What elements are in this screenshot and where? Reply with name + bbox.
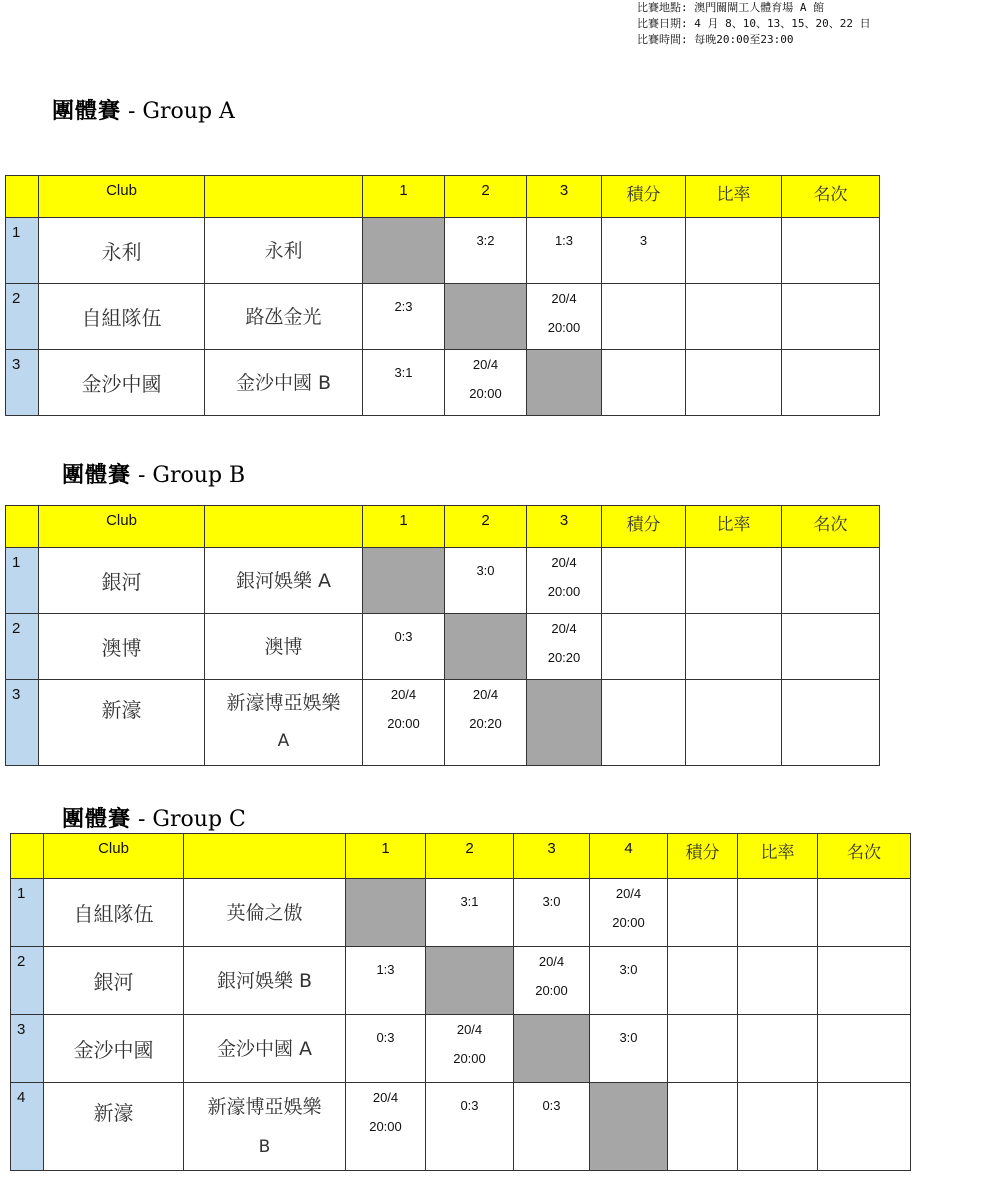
header-ratio: 比率 [686,506,782,548]
header-club: Club [39,176,205,218]
group-b-header-row [6,506,880,548]
schedule-cell [527,614,602,680]
schedule-time: 20:20 [547,650,581,665]
row-number: 1 [6,218,39,284]
schedule-cell [527,548,602,614]
club-name: 金沙中國 [39,350,205,416]
rank-cell [818,947,911,1015]
schedule-time: 20:00 [547,584,581,599]
header-col-3: 3 [514,834,590,879]
club-name: 自組隊伍 [39,284,205,350]
club-name: 銀河 [39,548,205,614]
team-name: 路氹金光 [205,284,363,350]
table-row [11,1015,911,1083]
score-cell: 3:2 [445,218,527,284]
schedule-date: 20/4 [390,687,417,702]
team-name: 金沙中國 A [184,1015,346,1083]
ratio-cell [686,680,782,766]
header-col-2: 2 [426,834,514,879]
self-match-cell [445,284,527,350]
schedule-time: 20:00 [453,1051,486,1066]
points-cell [668,1083,738,1171]
self-match-cell [590,1083,668,1171]
header-rank: 名次 [782,506,880,548]
group-a-title [52,94,235,125]
header-team [184,834,346,879]
header-rank: 名次 [782,176,880,218]
score-cell: 3:0 [514,879,590,947]
ratio-cell [686,548,782,614]
rank-cell [818,879,911,947]
ratio-cell [738,1015,818,1083]
table-row [6,680,880,766]
score-cell: 0:3 [514,1083,590,1171]
club-name: 金沙中國 [44,1015,184,1083]
table-row [11,1083,911,1171]
row-number: 3 [11,1015,44,1083]
header-points: 積分 [602,176,686,218]
rank-cell [782,614,880,680]
team-name: 銀河娛樂 A [205,548,363,614]
schedule-time: 20:00 [469,386,502,401]
club-name: 新濠 [39,680,205,766]
score-cell: 2:3 [363,284,445,350]
team-name: 英倫之傲 [184,879,346,947]
header-num [6,506,39,548]
ratio-cell [738,947,818,1015]
row-number: 3 [6,350,39,416]
schedule-cell [527,284,602,350]
schedule-cell [514,947,590,1015]
score-cell: 3:0 [590,947,668,1015]
header-col-3: 3 [527,506,602,548]
table-row [6,350,880,416]
header-col-1: 1 [363,506,445,548]
ratio-cell [686,284,782,350]
self-match-cell [445,614,527,680]
row-number: 2 [11,947,44,1015]
score-cell: 0:3 [363,614,445,680]
points-cell [602,680,686,766]
points-cell [668,879,738,947]
schedule-date: 20/4 [615,886,642,901]
group-c-header-row [11,834,911,879]
schedule-date: 20/4 [551,555,577,570]
schedule-cell [445,680,527,766]
header-team [205,506,363,548]
row-number: 3 [6,680,39,766]
score-cell: 3:1 [363,350,445,416]
points-cell: 3 [602,218,686,284]
group-a-header-row [6,176,880,218]
header-ratio: 比率 [738,834,818,879]
ratio-cell [738,879,818,947]
group-b-table [5,505,880,766]
table-row [6,284,880,350]
schedule-cell [363,680,445,766]
schedule-date: 20/4 [538,954,565,969]
ratio-cell [686,218,782,284]
points-cell [668,947,738,1015]
group-a-table [5,175,880,416]
table-row [6,614,880,680]
self-match-cell [426,947,514,1015]
self-match-cell [527,680,602,766]
schedule-cell [445,350,527,416]
schedule-cell [346,1083,426,1171]
team-name-line-1: 新濠博亞娛樂 [207,1096,322,1118]
table-row [11,947,911,1015]
score-cell: 3:0 [445,548,527,614]
group-c-table [10,833,911,1171]
header-club: Club [39,506,205,548]
points-cell [602,614,686,680]
score-cell: 3:0 [590,1015,668,1083]
team-name-line-2: B [258,1137,271,1157]
group-c-title-zh: 團體賽 [62,807,132,832]
team-name: 永利 [205,218,363,284]
header-col-2: 2 [445,176,527,218]
club-name: 澳博 [39,614,205,680]
header-col-1: 1 [346,834,426,879]
self-match-cell [363,548,445,614]
team-name-line-1: 新濠博亞娛樂 [226,692,341,714]
table-row [6,218,880,284]
club-name: 永利 [39,218,205,284]
row-number: 1 [6,548,39,614]
group-b-title [62,458,245,489]
rank-cell [818,1015,911,1083]
rank-cell [782,680,880,766]
row-number: 2 [6,614,39,680]
team-name: 澳博 [205,614,363,680]
team-name [184,1083,346,1171]
points-cell [602,284,686,350]
header-ratio: 比率 [686,176,782,218]
points-cell [602,350,686,416]
points-cell [668,1015,738,1083]
club-name: 銀河 [44,947,184,1015]
header-num [11,834,44,879]
schedule-time: 20:20 [469,716,502,731]
schedule-date: 20/4 [472,357,499,372]
table-row [6,548,880,614]
team-name: 銀河娛樂 B [184,947,346,1015]
group-c-title [62,802,246,833]
points-cell [602,548,686,614]
header-club: Club [44,834,184,879]
header-points: 積分 [668,834,738,879]
team-name [205,680,363,766]
ratio-cell [686,350,782,416]
group-b-title-en: - Group B [131,463,246,488]
header-col-3: 3 [527,176,602,218]
header-col-2: 2 [445,506,527,548]
event-info [637,0,871,48]
schedule-time: 20:00 [612,915,645,930]
row-number: 4 [11,1083,44,1171]
row-number: 1 [11,879,44,947]
rank-cell [818,1083,911,1171]
schedule-date: 20/4 [472,687,499,702]
header-col-1: 1 [363,176,445,218]
score-cell: 0:3 [346,1015,426,1083]
header-points: 積分 [602,506,686,548]
score-cell: 3:1 [426,879,514,947]
group-a-title-en: - Group A [121,99,235,124]
self-match-cell [527,350,602,416]
header-num [6,176,39,218]
header-col-4: 4 [590,834,668,879]
schedule-time: 20:00 [369,1119,402,1134]
group-b-title-zh: 團體賽 [62,463,132,488]
ratio-cell [738,1083,818,1171]
team-name: 金沙中國 B [205,350,363,416]
club-name: 自組隊伍 [44,879,184,947]
rank-cell [782,548,880,614]
self-match-cell [346,879,426,947]
score-cell: 1:3 [527,218,602,284]
schedule-time: 20:00 [535,983,568,998]
schedule-cell [426,1015,514,1083]
rank-cell [782,350,880,416]
ratio-cell [686,614,782,680]
schedule-date: 20/4 [456,1022,483,1037]
schedule-date: 20/4 [372,1090,399,1105]
rank-cell [782,284,880,350]
row-number: 2 [6,284,39,350]
schedule-time: 20:00 [547,320,581,335]
self-match-cell [363,218,445,284]
dates-text: 比賽日期: 4 月 8、10、13、15、20、22 日 [637,17,871,30]
time-text: 比賽時間: 每晚20:00至23:00 [637,33,794,46]
club-name: 新濠 [44,1083,184,1171]
group-c-title-en: - Group C [131,807,246,832]
rank-cell [782,218,880,284]
venue-text: 比賽地點: 澳門關閘工人體育場 A 館 [637,1,825,14]
schedule-date: 20/4 [551,621,577,636]
self-match-cell [514,1015,590,1083]
header-rank: 名次 [818,834,911,879]
schedule-date: 20/4 [551,291,577,306]
team-name-line-2: A [277,731,290,751]
score-cell: 1:3 [346,947,426,1015]
score-cell: 0:3 [426,1083,514,1171]
table-row [11,879,911,947]
header-team [205,176,363,218]
schedule-cell [590,879,668,947]
schedule-time: 20:00 [387,716,420,731]
group-a-title-zh: 團體賽 [52,99,122,124]
